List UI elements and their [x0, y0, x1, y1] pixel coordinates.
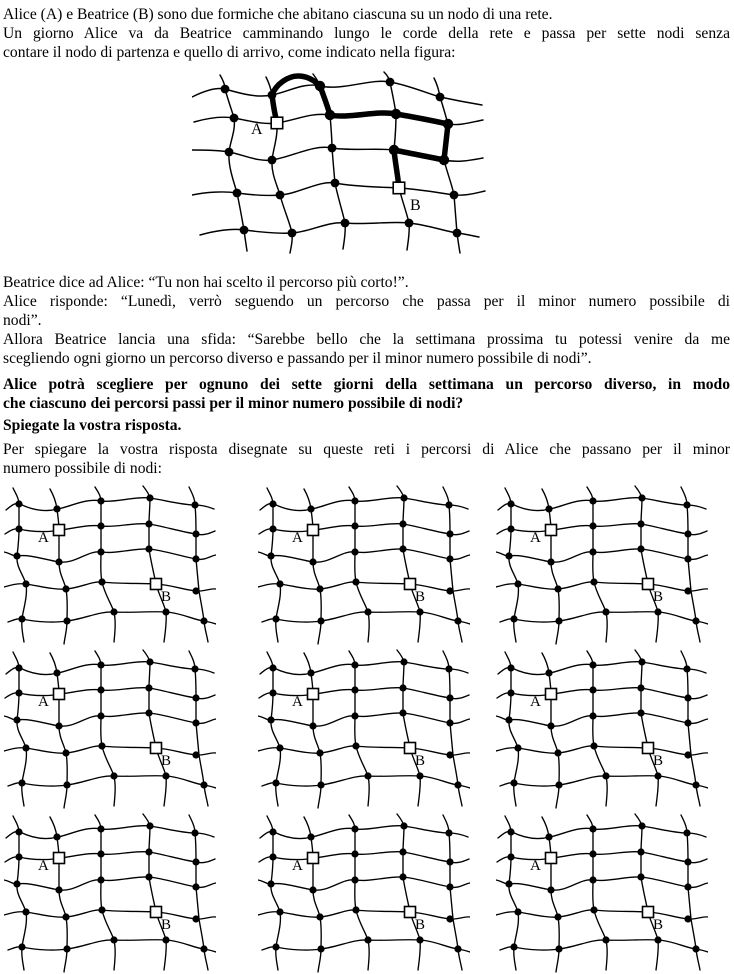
problem-intro — [3, 5, 730, 62]
answer-networks-grid — [3, 484, 730, 974]
drawing-instruction — [3, 440, 730, 478]
answer-networks-row — [3, 812, 730, 974]
answer-network-figure — [4, 484, 216, 646]
node-a-label: A — [530, 694, 541, 710]
text-line: Un giorno Alice va da Beatrice camminando lungo le corde della rete e passa per sette nodi senza — [3, 25, 730, 42]
answer-network-figure — [258, 648, 470, 810]
text-line: contare il nodo di partenza e quello di arrivo, come indicato nella figura: — [3, 44, 456, 61]
node-a-label: A — [38, 694, 49, 710]
node-a-label: A — [292, 858, 303, 874]
answer-networks-row — [3, 648, 730, 810]
problem-question — [3, 375, 730, 413]
node-a-label: A — [38, 530, 49, 546]
node-a-label: A — [251, 121, 263, 138]
node-a-label: A — [38, 858, 49, 874]
text-line: Alice potrà scegliere per ognuno dei sette giorni della settimana un percorso diverso, in modo — [3, 376, 730, 393]
answer-network-figure — [496, 648, 708, 810]
answer-network-figure — [258, 484, 470, 646]
explain-prompt: Spiegate la vostra risposta. — [3, 417, 182, 434]
text-line: Allora Beatrice lancia una sfida: “Sarebbe bello che la settimana prossima tu potessi venire da me — [3, 331, 730, 348]
node-a-label: A — [292, 694, 303, 710]
node-a-label: A — [292, 530, 303, 546]
node-b-label: B — [415, 589, 426, 605]
node-b-label: B — [161, 917, 172, 933]
answer-network-figure — [4, 812, 216, 974]
node-b-label: B — [161, 753, 172, 769]
node-b-label: B — [653, 753, 664, 769]
text-line: Per spiegare la vostra risposta disegnate su queste reti i percorsi di Alice che passano per il minor — [3, 441, 730, 458]
answer-network-figure — [258, 812, 470, 974]
node-b-label: B — [653, 917, 664, 933]
main-network-figure — [192, 70, 492, 257]
text-line: nodi”. — [3, 312, 42, 329]
answer-networks-row — [3, 484, 730, 646]
node-a-label: A — [530, 858, 541, 874]
answer-network-figure — [496, 484, 708, 646]
text-line: Alice (A) e Beatrice (B) sono due formiche che abitano ciascuna su un nodo di una rete. — [3, 6, 553, 23]
text-line: che ciascuno dei percorsi passi per il minor numero possibile di nodi? — [3, 395, 464, 412]
node-b-label: B — [161, 589, 172, 605]
text-line: Beatrice dice ad Alice: “Tu non hai scelto il percorso più corto!”. — [3, 274, 409, 291]
bold-walk-path — [272, 76, 448, 188]
node-b-label: B — [415, 753, 426, 769]
answer-network-figure — [4, 648, 216, 810]
node-b-square — [393, 182, 405, 194]
text-line: numero possibile di nodi: — [3, 460, 162, 477]
node-a-label: A — [530, 530, 541, 546]
text-line: scegliendo ogni giorno un percorso diverso e passando per il minor numero possibile di nodi”. — [3, 350, 592, 367]
answer-network-figure — [496, 812, 708, 974]
node-b-label: B — [415, 917, 426, 933]
node-a-square — [271, 117, 283, 129]
node-b-label: B — [653, 589, 664, 605]
problem-dialogue — [3, 273, 730, 368]
text-line: Alice risponde: “Lunedì, verrò seguendo un percorso che passa per il minor numero possibile di — [3, 293, 730, 310]
node-b-label: B — [410, 197, 421, 214]
